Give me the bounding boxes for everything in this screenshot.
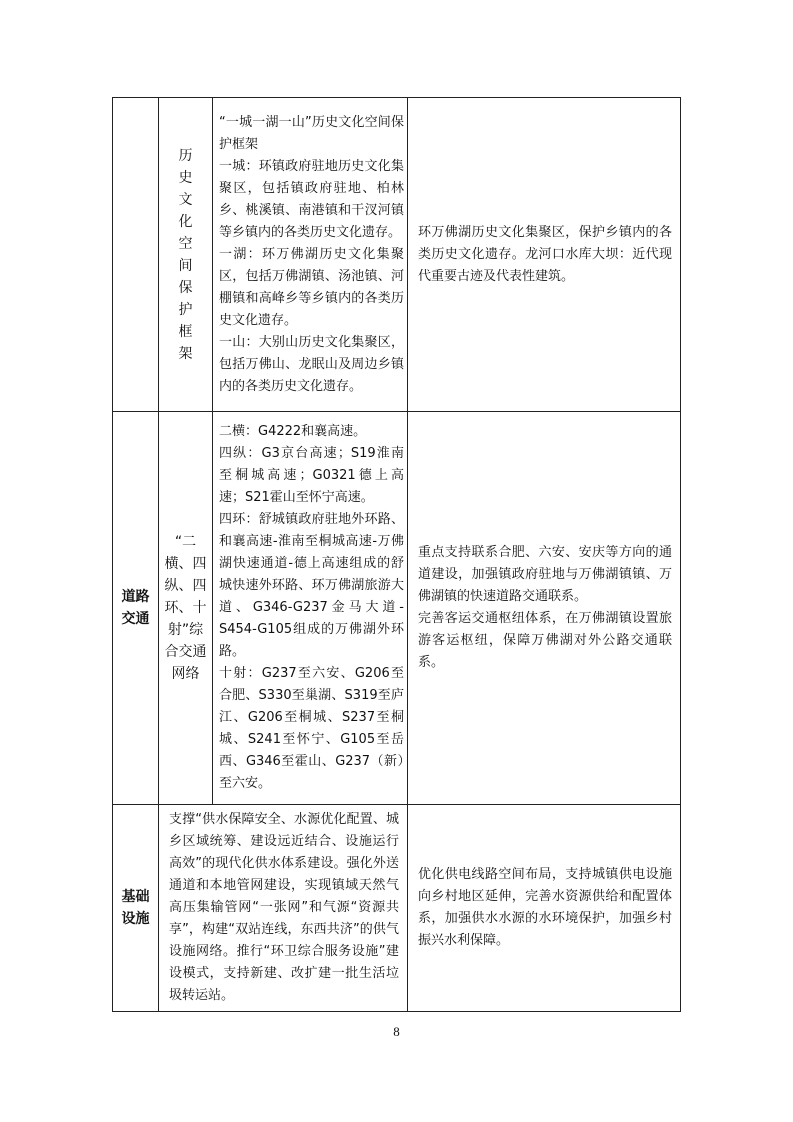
measures-cell [408, 805, 681, 1012]
content-paragraph: 二横：G4222和襄高速。 [219, 424, 367, 439]
subcategory-cell [159, 412, 213, 805]
table-row [113, 412, 681, 805]
subcategory-label: 历史文化空间保护框架 [178, 147, 193, 362]
category-cell [113, 805, 159, 1012]
category-label: 基础设施 [121, 889, 150, 927]
content-paragraph: 四纵：G3京台高速；S19淮南至桐城高速；G0321德上高速；S21霍山至怀宁高速。 [219, 446, 404, 505]
category-cell [113, 412, 159, 805]
table-row [113, 805, 681, 1012]
content-paragraph: 一山：大别山历史文化集聚区，包括万佛山、龙眠山及周边乡镇内的各类历史文化遗存。 [219, 334, 404, 394]
category-label: 道路交通 [121, 589, 150, 627]
measures-paragraph: 环万佛湖历史文化集聚区，保护乡镇内的各类历史文化遗存。龙河口水库大坝：近代现代重要古迹及代表性建筑。 [418, 224, 672, 284]
content-cell [213, 412, 408, 805]
subcategory-label: “二横、四纵、四环、十射”综合交通网络 [164, 534, 207, 682]
planning-table [112, 97, 681, 1012]
measures-paragraph: 重点支持联系合肥、六安、安庆等方向的通道建设，加强镇政府驻地与万佛湖镇镇、万佛湖镇的快速道路交通联系。 [418, 545, 672, 604]
category-cell [113, 98, 159, 412]
content-paragraph: 四环：舒城镇政府驻地外环路、和襄高速-淮南至桐城高速-万佛湖快速通道-德上高速组成的舒城快速外环路、环万佛湖旅游大道、G346-G237金马大道-S454-G105组成的万佛湖外环路。 [219, 512, 404, 659]
measures-cell [408, 412, 681, 805]
content-paragraph: 一城：环镇政府驻地历史文化集聚区，包括镇政府驻地、柏林乡、桃溪镇、南港镇和干汊河镇等乡镇内的各类历史文化遗存。 [219, 158, 404, 240]
measures-paragraph: 完善客运交通枢纽体系，在万佛湖镇设置旅游客运枢纽，保障万佛湖对外公路交通联系。 [418, 611, 672, 670]
content-cell [213, 98, 408, 412]
content-paragraph: 支撑“供水保障安全、水源优化配置、城乡区域统筹、建设远近结合、设施运行高效”的现代化供水体系建设。强化外送通道和本地管网建设，实现镇域天然气高压集输管网“一张网”和气源“资源共享”，构建“双站连线，东西共济”的供气设施网络。推行“环卫综合服务设施”建设模式，支持新建、改扩建一批生活垃圾转运站。 [169, 812, 399, 1003]
measures-paragraph: 优化供电线路空间布局，支持城镇供电设施向乡村地区延伸，完善水资源供给和配置体系，加强供水水源的水环境保护，加强乡村振兴水利保障。 [418, 867, 672, 948]
content-paragraph: 一湖：环万佛湖历史文化集聚区，包括万佛湖镇、汤池镇、河棚镇和高峰乡等乡镇内的各类历史文化遗存。 [219, 246, 404, 328]
page-number: 8 [393, 1024, 400, 1039]
content-cell [159, 805, 408, 1012]
content-paragraph: 十射：G237至六安、G206至合肥、S330至巢湖、S319至庐江、G206至桐城、S237至桐城、S241至怀宁、G105至岳西、G346至霍山、G237（新）至六安。 [219, 666, 404, 791]
measures-cell [408, 98, 681, 412]
subcategory-cell [159, 98, 213, 412]
content-paragraph: “一城一湖一山”历史文化空间保护框架 [219, 114, 404, 152]
table-row [113, 98, 681, 412]
